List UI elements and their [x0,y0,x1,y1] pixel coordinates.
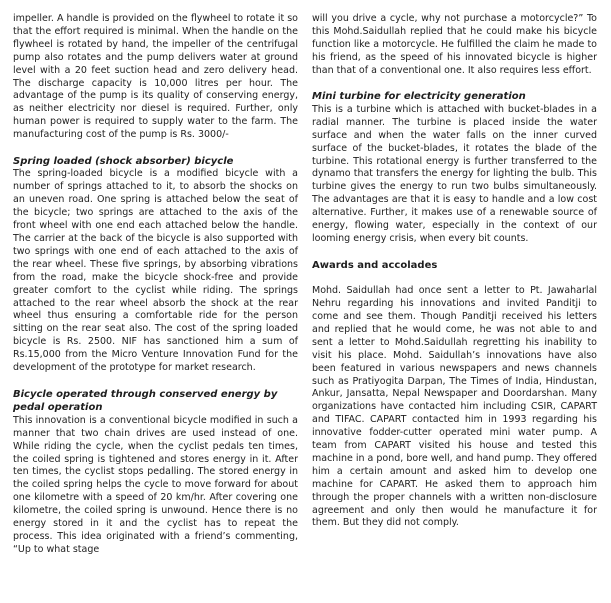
heading-mini-turbine: Mini turbine for electricity generation [312,91,526,103]
paragraph-pedal-operated-bicycle: This innovation is a conventional bicycle modified in such a manner that two chain drives are used instead of one. While riding the cycle, when the cyclist pedals ten times, the coiled spring is tightened and stores energy in it. After ten times, the cyclist stops pedalling. The stored energy in the coiled spring helps the cycle to move forward for about one kilometre with a speed of 20 km/hr. After covering one kilometre, the coiled spring is unwound. Hence there is no energy stored in it and the cyclist has to repeat the process. This idea originated with a friend’s commenting, “Up to what stage [13,414,298,555]
heading-spring-loaded-bicycle: Spring loaded (shock absorber) bicycle [13,155,234,167]
paragraph-mini-turbine: This is a turbine which is attached with bucket-blades in a radial manner. The turbine is placed inside the water surface and when the water falls on the inner curved surface of the bucket-blades, it rotates the blade of the turbine. This rotational energy is further transferred to the dynamo that transfers the energy for lighting the bulb. This turbine gives the energy to run two bulbs simultaneously. The advantages are that it is easy to handle and a low cost alternative. Further, it makes use of a renewable source of energy, flowing water, especially in the context of our looming energy crisis, when every bit counts. [312,103,597,244]
paragraph-motorcycle-continuation: will you drive a cycle, why not purchase a motorcycle?” To this Mohd.Saidullah replied that he could make his bicycle function like a motorcycle. He fulfilled the claim he made to his friend, as the speed of his innovated bicycle is higher than that of a conventional one. It also requires less effort. [312,13,597,76]
right-column [312,13,597,595]
left-column [13,13,298,595]
heading-pedal-operated-bicycle: Bicycle operated through conserved energy by pedal operation [13,388,278,414]
paragraph-awards-and-accolades: Mohd. Saidullah had once sent a letter to Pt. Jawaharlal Nehru regarding his innovations and invited Panditji to come and see them. Though Panditji received his letters and replied that he would come, he was not able to and sent a letter to Mohd.Saidullah regretting his inability to visit his place. Mohd. Saidullah’s innovations have also been featured in various newspapers and news channels such as Pratiyogita Darpan, The Times of India, Hindustan, Ankur, Jansatta, Nepal Newspaper and Doordarshan. Many organizations have contacted him including CSIR, CAPART and TIFAC. CAPART contacted him in 1993 regarding his innovative fodder-cutter operated mini water pump. A team from CAPART visited his house and tested this machine in a pond, bore well, and hand pump. They offered him a certain amount and asked him to develop one machine for CAPART. He asked them to approach him through the proper channels with a written non-disclosure agreement and only then would he manufacture it for them. But they did not comply. [312,285,597,529]
paragraph-pump-continuation: impeller. A handle is provided on the flywheel to rotate it so that the effort required is minimal. When the handle on the flywheel is rotated by hand, the impeller of the centrifugal pump also rotates and the pump delivers water at ground level with a 20 feet suction head and zero delivery head. The discharge capacity is 10,000 litres per hour. The advantage of the pump is its quality of conserving energy, as neither electricity nor diesel is required. Further, only human power is required to supply water to the farm. The manufacturing cost of the pump is Rs. 3000/- [13,13,298,141]
heading-awards-and-accolades: Awards and accolades [312,259,438,271]
paragraph-spring-loaded-bicycle: The spring-loaded bicycle is a modified bicycle with a number of springs attached to it, to absorb the shocks on an uneven road. One spring is attached below the seat of the bicycle; two springs are attached to the axis of the front wheel with one end each attached below the handle. The carrier at the back of the bicycle is also supported with two springs with one end of each attached to the axis of the rear wheel. These five springs, by absorbing vibrations from the road, make the bicycle shock-free and provide greater comfort to the cyclist while riding. The springs attached to the rear wheel absorb the shock at the rear wheel thus ensuring a comfortable ride for the person sitting on the rear seat also. The cost of the spring loaded bicycle is Rs. 2500. NIF has sanctioned him a sum of Rs.15,000 from the Micro Venture Innovation Fund for the development of the prototype for market research. [13,168,298,374]
